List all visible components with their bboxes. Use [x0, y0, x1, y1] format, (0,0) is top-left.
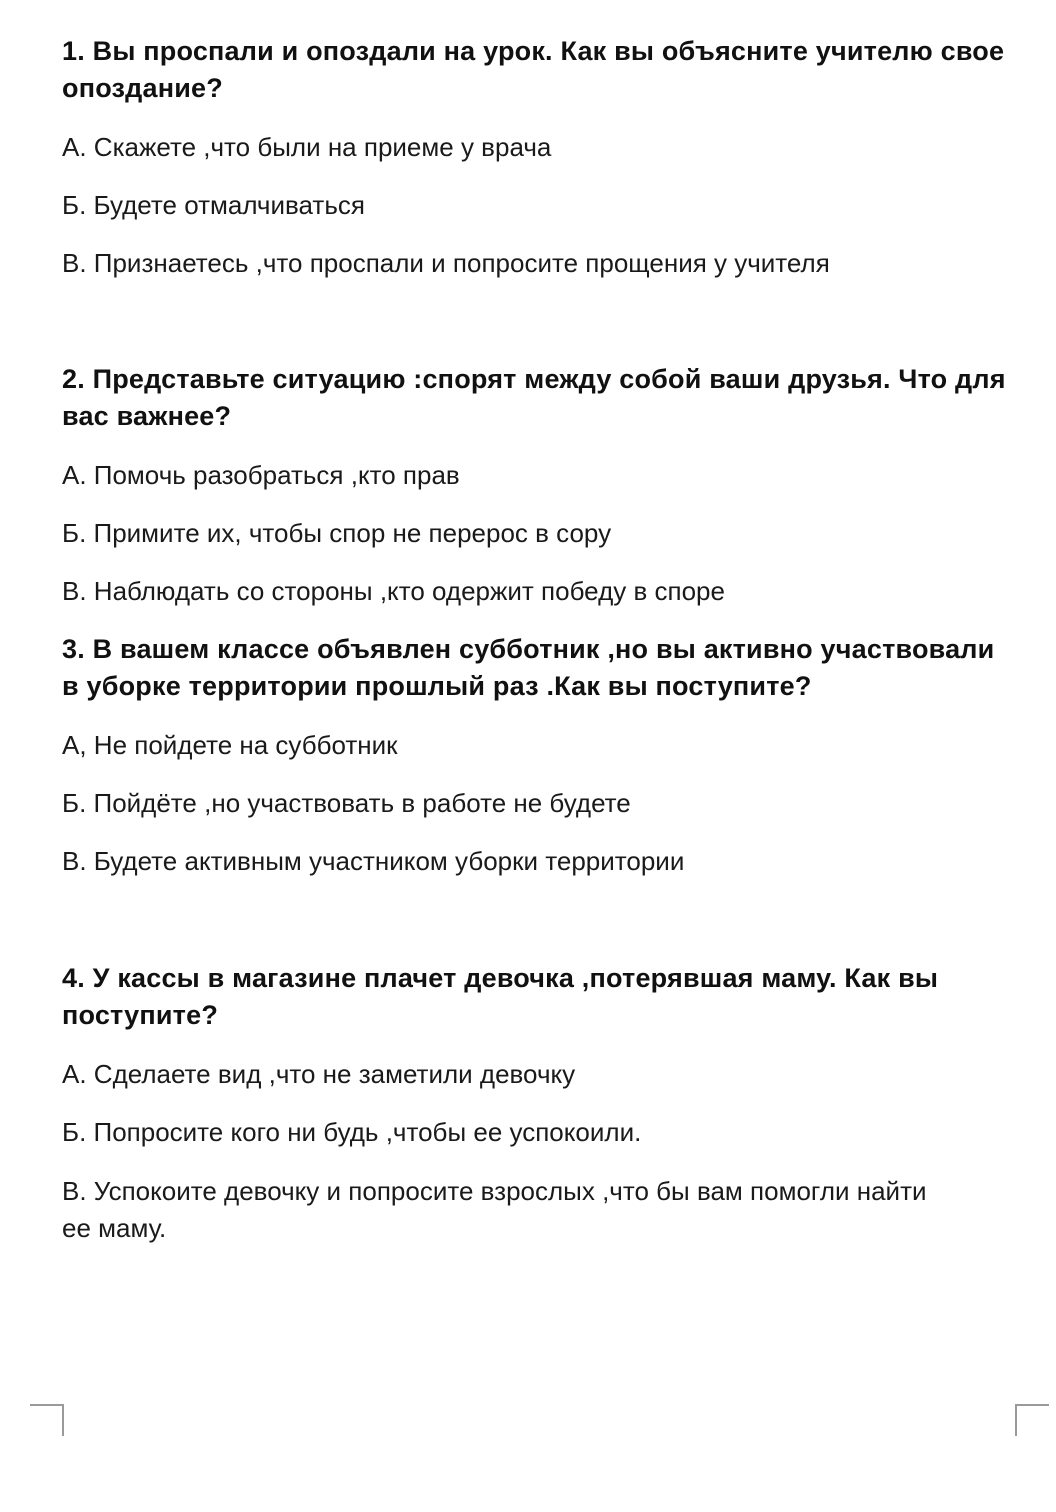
- question-4-text: 4. У кассы в магазине плачет девочка ,потерявшая маму. Как вы поступите?: [62, 963, 939, 1030]
- page-corner-mark-right: [1015, 1404, 1049, 1436]
- question-block-4: [62, 960, 1012, 1034]
- question-1-option-c: [62, 245, 1012, 282]
- option-text: Б. Будете отмалчиваться: [62, 190, 365, 220]
- option-text: А, Не пойдете на субботник: [62, 730, 398, 760]
- option-text: Б. Попросите кого ни будь ,чтобы ее успокоили.: [62, 1117, 642, 1147]
- option-text: А. Помочь разобраться ,кто прав: [62, 460, 460, 490]
- question-1-option-a: [62, 129, 1012, 166]
- option-text: А. Скажете ,что были на приеме у врача: [62, 132, 552, 162]
- question-3-option-c: [62, 843, 1012, 880]
- page-corner-mark-left: [30, 1404, 64, 1436]
- question-4-option-c: [62, 1173, 962, 1247]
- question-3-option-a: [62, 727, 1012, 764]
- question-2-option-a: [62, 457, 1012, 494]
- option-text: В. Признаетесь ,что проспали и попросите прощения у учителя: [62, 248, 830, 278]
- question-1-text: 1. Вы проспали и опоздали на урок. Как вы объясните учителю свое опоздание?: [62, 36, 1005, 103]
- option-text: Б. Примите их, чтобы спор не перерос в сору: [62, 518, 612, 548]
- question-block-1: [62, 33, 1012, 107]
- question-4-option-b: [62, 1114, 1012, 1151]
- question-block-2: [62, 361, 1012, 435]
- question-3-text: 3. В вашем классе объявлен субботник ,но вы активно участвовали в уборке территории прошлый раз .Как вы поступите?: [62, 634, 995, 701]
- option-text: Б. Пойдёте ,но участвовать в работе не будете: [62, 788, 631, 818]
- option-text: В. Успокоите девочку и попросите взрослых ,что бы вам помогли найти ее маму.: [62, 1176, 927, 1243]
- question-2-option-b: [62, 515, 1012, 552]
- question-2-option-c: [62, 573, 1012, 610]
- option-text: А. Сделаете вид ,что не заметили девочку: [62, 1059, 576, 1089]
- option-text: В. Наблюдать со стороны ,кто одержит победу в споре: [62, 576, 725, 606]
- question-block-3: [62, 631, 1012, 705]
- option-text: В. Будете активным участником уборки территории: [62, 846, 685, 876]
- question-4-option-a: [62, 1056, 1012, 1093]
- question-2-text: 2. Представьте ситуацию :спорят между собой ваши друзья. Что для вас важнее?: [62, 364, 1006, 431]
- question-3-option-b: [62, 785, 1012, 822]
- question-1-option-b: [62, 187, 1012, 224]
